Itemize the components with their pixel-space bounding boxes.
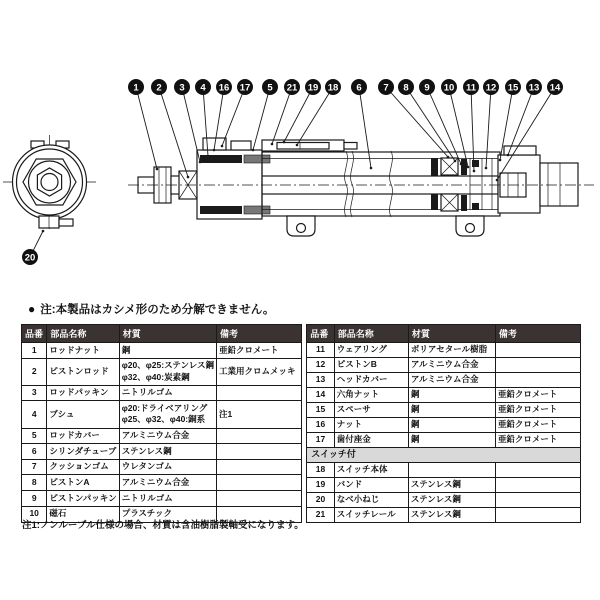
parts-table-row [307,373,581,388]
svg-text:10: 10 [443,82,455,94]
parts-tables [21,324,581,523]
col-header-part-no: 品番 [22,325,47,343]
parts-table-row [307,477,581,492]
part-name-cell: ロッドナット [47,343,119,359]
parts-table-row [307,433,581,448]
remarks-cell: 亜鉛クロメート [495,388,580,403]
parts-table-row [22,444,302,460]
col-header-material: 材質 [119,325,216,343]
svg-text:2: 2 [156,82,162,94]
remarks-cell [495,462,580,477]
svg-text:21: 21 [286,82,298,94]
part-number-cell: 18 [307,462,335,477]
material-cell: プラスチック [119,506,216,522]
svg-text:9: 9 [424,82,430,94]
part-number-cell: 9 [22,491,47,507]
part-name-cell: バンド [334,477,408,492]
svg-text:6: 6 [356,82,362,94]
part-name-cell: 六角ナット [334,388,408,403]
material-cell: 鋼 [408,433,495,448]
part-name-cell: ロッドカバー [47,428,119,444]
svg-text:3: 3 [179,82,185,94]
col-header-part-name: 部品名称 [47,325,119,343]
part-number-cell: 10 [22,506,47,522]
remarks-cell [217,491,302,507]
footnote-note1: 注1:ノンルーブル仕様の場合、材質は含油樹脂製軸受になります。 [22,520,304,531]
part-name-cell: シリンダチューブ [47,444,119,460]
svg-text:18: 18 [327,82,339,94]
material-cell: ポリアセタール樹脂 [408,343,495,358]
parts-table-row [22,475,302,491]
part-number-cell: 19 [307,477,335,492]
remarks-cell [217,385,302,401]
remarks-cell: 注1 [217,401,302,428]
material-cell: ステンレス鋼 [119,444,216,460]
part-number-cell: 11 [307,343,335,358]
parts-table-row [307,492,581,507]
parts-table-right [306,324,581,523]
remarks-cell [495,492,580,507]
col-header-part-no: 品番 [307,325,335,343]
part-name-cell: ピストンパッキン [47,491,119,507]
col-header-part-name: 部品名称 [334,325,408,343]
part-number-cell: 12 [307,358,335,373]
remarks-cell [495,507,580,522]
remarks-cell [217,428,302,444]
material-cell: φ20、φ25:ステンレス鋼 φ32、φ40:炭素鋼 [119,358,216,385]
part-name-cell: ピストンロッド [47,358,119,385]
parts-table-row [307,507,581,522]
part-number-cell: 14 [307,388,335,403]
remarks-cell: 亜鉛クロメート [495,433,580,448]
material-cell: 鋼 [119,343,216,359]
part-name-cell: なべ小ねじ [334,492,408,507]
svg-text:15: 15 [507,82,519,94]
svg-text:16: 16 [218,82,230,94]
svg-text:19: 19 [307,82,319,94]
balloon-6 [351,79,372,169]
part-name-cell: 歯付座金 [334,433,408,448]
material-cell: アルミニウム合金 [119,428,216,444]
remarks-cell [217,444,302,460]
svg-text:12: 12 [485,82,497,94]
part-name-cell: ナット [334,418,408,433]
switch-section-label: スイッチ付 [307,448,581,463]
remarks-cell: 工業用クロムメッキ [217,358,302,385]
remarks-cell: 亜鉛クロメート [495,418,580,433]
material-cell: アルミニウム合金 [408,373,495,388]
col-header-remarks: 備考 [217,325,302,343]
remarks-cell: 亜鉛クロメート [217,343,302,359]
svg-text:4: 4 [200,82,206,94]
part-name-cell: 磁石 [47,506,119,522]
material-cell: ステンレス鋼 [408,507,495,522]
part-name-cell: ヘッドカバー [334,373,408,388]
part-number-cell: 20 [307,492,335,507]
part-name-cell: ブシュ [47,401,119,428]
part-number-cell: 6 [22,444,47,460]
part-number-cell: 8 [22,475,47,491]
parts-table-row [307,343,581,358]
parts-table-left [21,324,302,523]
parts-table-row [307,403,581,418]
svg-text:1: 1 [133,82,139,94]
material-cell: ステンレス鋼 [408,477,495,492]
svg-text:7: 7 [383,82,389,94]
material-cell: ニトリルゴム [119,491,216,507]
part-number-cell: 3 [22,385,47,401]
remarks-cell [217,459,302,475]
parts-table-row [22,358,302,385]
part-number-cell: 15 [307,403,335,418]
front-view-drawing [3,135,96,229]
part-number-cell: 7 [22,459,47,475]
part-number-cell: 16 [307,418,335,433]
part-name-cell: スイッチ本体 [334,462,408,477]
parts-table-row [307,418,581,433]
svg-text:14: 14 [549,82,561,94]
part-name-cell: ピストンB [334,358,408,373]
part-name-cell: スイッチレール [334,507,408,522]
remarks-cell [495,477,580,492]
svg-text:11: 11 [465,82,477,94]
balloon-7 [378,79,449,158]
part-name-cell: ロッドパッキン [47,385,119,401]
parts-table-row [22,459,302,475]
remarks-cell: 亜鉛クロメート [495,403,580,418]
svg-text:17: 17 [239,82,251,94]
parts-table-row [307,388,581,403]
balloon-12 [483,79,499,169]
material-cell: ウレタンゴム [119,459,216,475]
bullet-icon: ● [28,302,36,316]
part-name-cell: ピストンA [47,475,119,491]
part-name-cell: ウェアリング [334,343,408,358]
part-name-cell: スペーサ [334,403,408,418]
part-number-cell: 5 [22,428,47,444]
material-cell: アルミニウム合金 [119,475,216,491]
parts-table-row [22,343,302,359]
parts-table-row [307,358,581,373]
part-number-cell: 2 [22,358,47,385]
parts-table-row [22,385,302,401]
remarks-cell [495,358,580,373]
part-number-cell: 17 [307,433,335,448]
remarks-cell [495,343,580,358]
part-number-cell: 4 [22,401,47,428]
remarks-cell [495,373,580,388]
parts-table-row [22,401,302,428]
svg-text:5: 5 [267,82,273,94]
table-header-row [307,325,581,343]
material-cell: ニトリルゴム [119,385,216,401]
material-cell: 鋼 [408,388,495,403]
material-cell: 鋼 [408,418,495,433]
svg-text:8: 8 [403,82,409,94]
part-number-cell: 1 [22,343,47,359]
material-cell [408,462,495,477]
part-name-cell: クッションゴム [47,459,119,475]
material-cell: アルミニウム合金 [408,358,495,373]
switch-section-row [307,448,581,463]
part-number-cell: 21 [307,507,335,522]
parts-table-row [22,491,302,507]
svg-text:20: 20 [24,252,36,264]
parts-table-row [22,428,302,444]
svg-text:13: 13 [528,82,540,94]
remarks-cell [217,475,302,491]
col-header-remarks: 備考 [495,325,580,343]
col-header-material: 材質 [408,325,495,343]
material-cell: φ20:ドライベアリング φ25、φ32、φ40:銅系 [119,401,216,428]
material-cell: 鋼 [408,403,495,418]
table-header-row [22,325,302,343]
balloon-20 [22,230,44,265]
assembly-note [28,301,274,317]
assembly-note-text: 注:本製品はカシメ形のため分解できません。 [40,304,275,316]
part-number-cell: 13 [307,373,335,388]
parts-table-row [307,462,581,477]
material-cell: ステンレス鋼 [408,492,495,507]
